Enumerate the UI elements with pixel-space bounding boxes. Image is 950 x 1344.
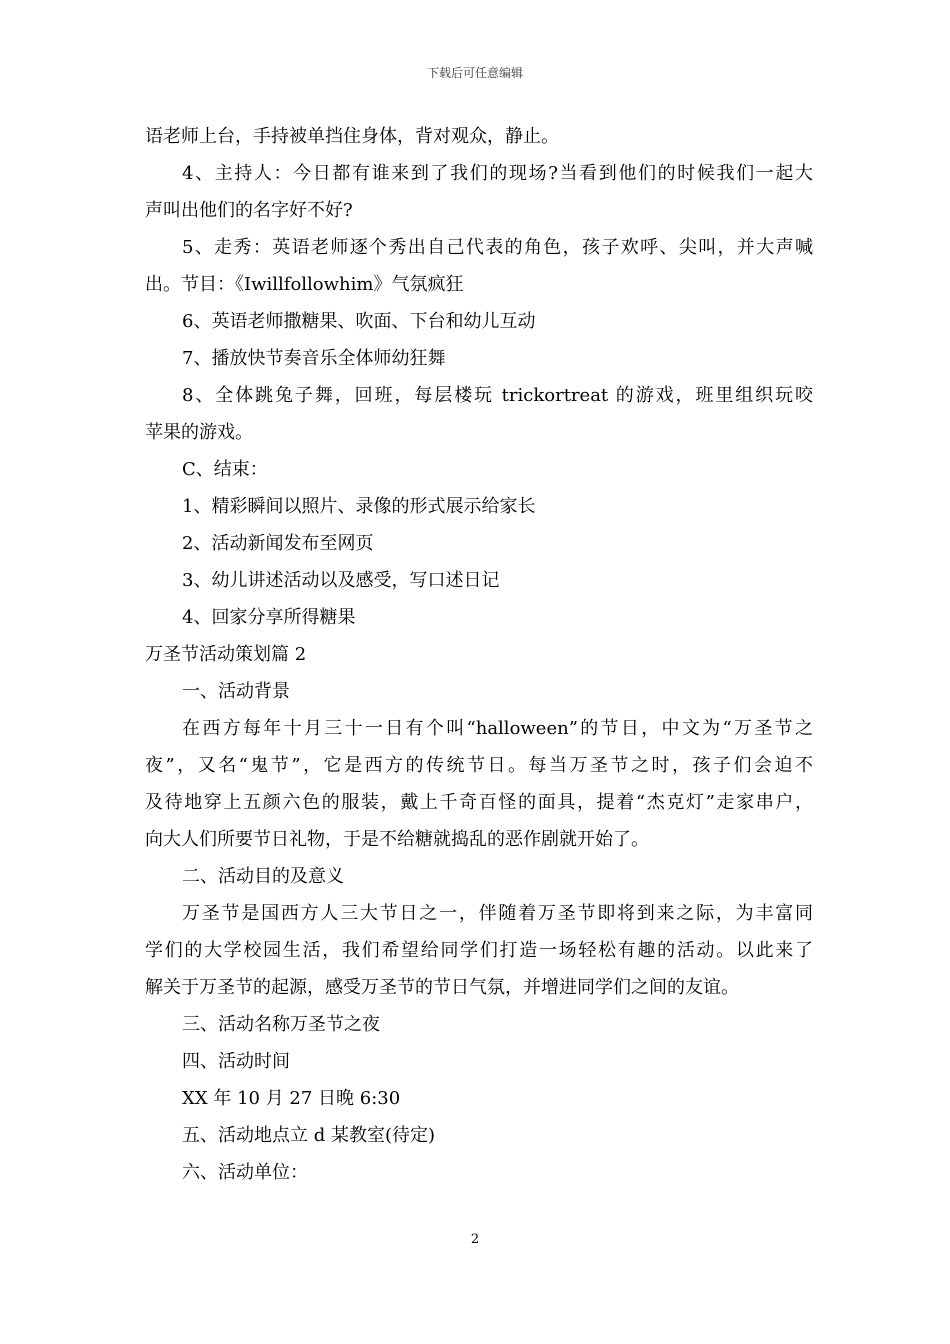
- paragraph-line: XX 年 10 月 27 日晚 6:30: [182, 1088, 401, 1109]
- paragraph-line: 在西方每年十月三十一日有个叫“halloween”的节日，中文为“万圣节之: [182, 718, 813, 739]
- document-body: [145, 118, 813, 1191]
- section-heading: 五、活动地点立 d 某教室(待定): [182, 1125, 436, 1146]
- paragraph-line: 苹果的游戏。: [145, 422, 253, 443]
- list-item: 1、精彩瞬间以照片、录像的形式展示给家长: [182, 496, 536, 517]
- paragraph-line: 出。节目：《Iwillfollowhim》气氛疯狂: [145, 274, 464, 295]
- list-item: 4、回家分享所得糖果: [182, 607, 356, 628]
- section-heading: 一、活动背景: [182, 681, 290, 702]
- paragraph-line: 4、主持人：今日都有谁来到了我们的现场?当看到他们的时候我们一起大: [182, 163, 813, 184]
- section-heading: 三、活动名称万圣节之夜: [182, 1014, 380, 1035]
- list-item: 2、活动新闻发布至网页: [182, 533, 374, 554]
- paragraph-line: 万圣节是国西方人三大节日之一，伴随着万圣节即将到来之际，为丰富同: [182, 903, 813, 924]
- paragraph-line: 8、全体跳兔子舞，回班，每层楼玩 trickortreat 的游戏，班里组织玩咬: [182, 385, 813, 406]
- section-heading: 四、活动时间: [182, 1051, 290, 1072]
- section-heading: 二、活动目的及意义: [182, 866, 344, 887]
- page-header: 下载后可任意编辑: [426, 66, 523, 80]
- article-title: 万圣节活动策划篇 2: [145, 644, 307, 665]
- paragraph-line: 学们的大学校园生活，我们希望给同学们打造一场轻松有趣的活动。以此来了: [145, 940, 813, 961]
- section-heading: 六、活动单位：: [182, 1162, 308, 1183]
- paragraph-line: 语老师上台，手持被单挡住身体，背对观众，静止。: [145, 126, 559, 147]
- paragraph-line: 解关于万圣节的起源，感受万圣节的节日气氛，并增进同学们之间的友谊。: [145, 977, 739, 998]
- list-item: 3、幼儿讲述活动以及感受，写口述日记: [182, 570, 500, 591]
- paragraph-line: 5、走秀：英语老师逐个秀出自己代表的角色，孩子欢呼、尖叫，并大声喊: [182, 237, 813, 258]
- paragraph-line: 6、英语老师撒糖果、吹面、下台和幼儿互动: [182, 311, 536, 332]
- paragraph-line: 向大人们所要节日礼物，于是不给糖就捣乱的恶作剧就开始了。: [145, 829, 649, 850]
- paragraph-line: 及待地穿上五颜六色的服装，戴上千奇百怪的面具，提着“杰克灯”走家串户，: [145, 792, 813, 813]
- section-heading: C、结束：: [182, 459, 268, 480]
- paragraph-line: 声叫出他们的名字好不好?: [145, 200, 353, 221]
- paragraph-line: 7、播放快节奏音乐全体师幼狂舞: [182, 348, 446, 369]
- paragraph-line: 夜”，又名“鬼节”，它是西方的传统节日。每当万圣节之时，孩子们会迫不: [145, 755, 813, 776]
- page-number: 2: [470, 1232, 480, 1247]
